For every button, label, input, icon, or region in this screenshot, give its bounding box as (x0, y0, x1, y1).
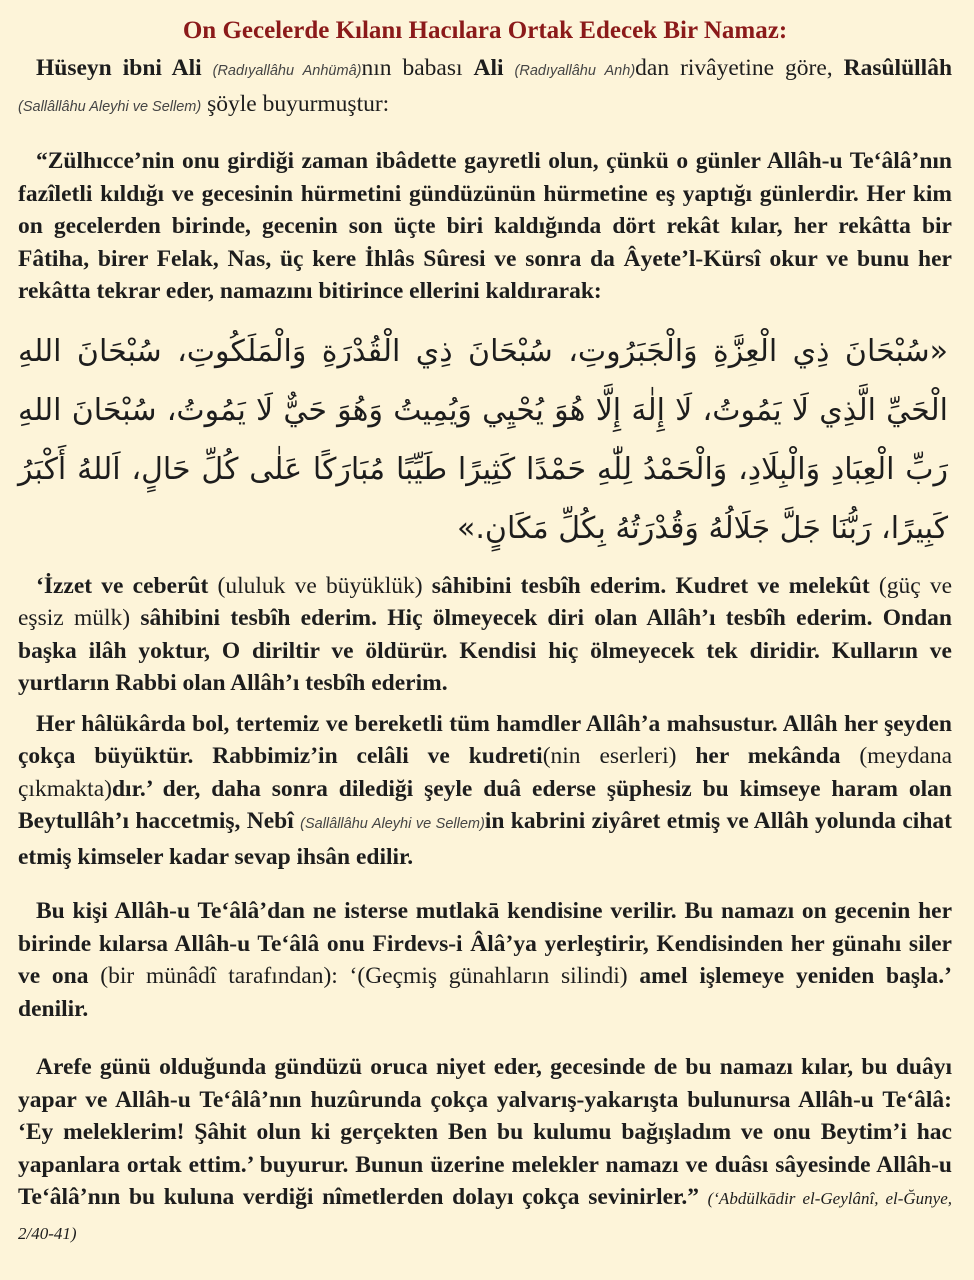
salutation: (Sallâllâhu Aleyhi ve Sellem) (300, 816, 485, 832)
translation-bold: Her hâlükârda bol, tertemiz ve bereketli tüm hamdler Allâh’a mahsustur. Allâh her şeyden çokça büyüktür. Rabbimiz’in celâli ve kudreti (18, 710, 952, 769)
translation-bold: dır.’ der, daha sonra dilediği şeyle duâ ederse şüphesiz bu kimseye haram olan Beytullâh’ı haccetmiş, Nebî (18, 775, 952, 834)
intro-text: nın babası (361, 55, 474, 81)
arefe-paragraph (18, 1051, 952, 1250)
paragraph-bold: amel işlemeye yeniden başla.’ denilir. (18, 963, 953, 1022)
translation-note: (meydana çıkmakta) (18, 743, 952, 802)
paragraph-bold: Arefe günü olduğunda gündüzü oruca niyet eder, gecesinde de bu namazı kılar, bu duâyı yapar ve Allâh-u Te‘âlâ’nın huzûrunda çokça yalvarış-yakarışta bulunursa Allâh-u Te‘âlâ: ‘Ey meleklerim! Şâhit olun ki gerçekten Ben bu kulumu bağışladım ve onu Beytim’i hac yapanlara ortak ettim.’ buyurur. Bunun üzerine melekler namazı ve duâsı sâyesinde Allâh-u Te‘âlâ’nın bu kuluna verdiği nîmetlerden dolayı çokça sevinirler.” (18, 1054, 952, 1210)
salutation: (Sallâllâhu Aleyhi ve Sellem) (18, 98, 202, 115)
paragraph-note: (bir münâdî tarafından): ‘(Geçmiş günahların silindi) (88, 963, 640, 989)
translation-bold: ‘İzzet ve ceberût (36, 572, 209, 599)
paragraph-bold: Bu kişi Allâh-u Te‘âlâ’dan ne isterse mutlakā kendisine verilir. Bu namazı on gecenin her birinde kılarsa Allâh-u Te‘âlâ onu Firdevs-i Âlâ’ya yerleştirir, Kendisinden her günahı siler ve ona (18, 898, 952, 989)
reward-paragraph (18, 895, 952, 1025)
name-ali: Ali (473, 55, 504, 81)
intro-text: dan rivâyetine göre, (635, 55, 844, 81)
translation-paragraph-2 (18, 708, 952, 874)
translation-paragraph-1 (18, 570, 952, 700)
salutation: (Radıyallâhu Anh) (514, 63, 636, 79)
intro-paragraph (18, 52, 952, 123)
translation-bold: her mekânda (695, 743, 841, 769)
hadith-paragraph: “Zülhıcce’nin onu girdiği zaman ibâdette gayretli olun, çünkü o günler Allâh-u Te‘âlâ’nın fazîletli kıldığı ve gecesinin hürmetini gündüzünün hürmetine eş yaptığı günlerdir. Her kim on gecelerden birinde, gecenin son üçte biri kaldığında dört rekât kılar, her rekâtta bir Fâtiha, birer Felak, Nas, üç kere İhlâs Sûresi ve sonra da Âyete’l-Kürsî okur ve bunu her rekâtta tekrar eder, namazını bitirince ellerini kaldırarak: (18, 148, 952, 304)
arabic-prayer: «سُبْحَانَ ذِي الْعِزَّةِ وَالْجَبَرُوتِ، سُبْحَانَ ذِي الْقُدْرَةِ وَالْمَلَكُوتِ، سُبْحَانَ اللهِ الْحَيِّ الَّذِي لَا يَمُوتُ، لَا إِلٰهَ إِلَّا هُوَ يُحْيِي وَيُمِيتُ وَهُوَ حَيٌّ لَا يَمُوتُ، سُبْحَانَ اللهِ رَبِّ الْعِبَادِ وَالْبِلَادِ، وَالْحَمْدُ لِلّٰهِ حَمْدًا كَثِيرًا طَيِّبًا مُبَارَكًا عَلٰى كُلِّ حَالٍ، اَللهُ أَكْبَرُ كَبِيرًا، رَبُّنَا جَلَّ جَلَالُهُ وَقُدْرَتُهُ بِكُلِّ مَكَانٍ.» (18, 333, 948, 546)
name-rasulullah: Rasûlüllâh (843, 55, 953, 81)
name-huseyn: Hüseyn ibni Ali (36, 55, 202, 81)
translation-note: (nin eserleri) (542, 743, 696, 769)
source-reference: (‘Abdülkādir el-Geylânî, el-Ğunye, 2/40-41) (18, 1189, 953, 1243)
page-title: On Gecelerde Kılanı Hacılara Ortak Edecek Bir Namaz: (182, 17, 788, 44)
translation-note: (ululuk ve büyüklük) (208, 572, 432, 599)
intro-text: şöyle buyurmuştur: (201, 90, 390, 117)
translation-bold: in kabrini ziyâret etmiş ve Allâh yolunda cihat etmiş kimseler kadar sevap ihsân edilir. (18, 808, 952, 870)
translation-note: (güç ve eşsiz mülk) (18, 572, 952, 631)
translation-bold: sâhibini tesbîh ederim. Hiç ölmeyecek diri olan Allâh’ı tesbîh ederim. Ondan başka ilâh yoktur, O diriltir ve öldürür. Kendisi hiç ölmeyecek tek diridir. Kulların ve yurtların Rabbi olan Allâh’ı tesbîh ederim. (18, 605, 952, 696)
translation-bold: sâhibini tesbîh ederim. Kudret ve melekût (431, 572, 870, 599)
salutation: (Radıyallâhu Anhümâ) (212, 63, 362, 79)
